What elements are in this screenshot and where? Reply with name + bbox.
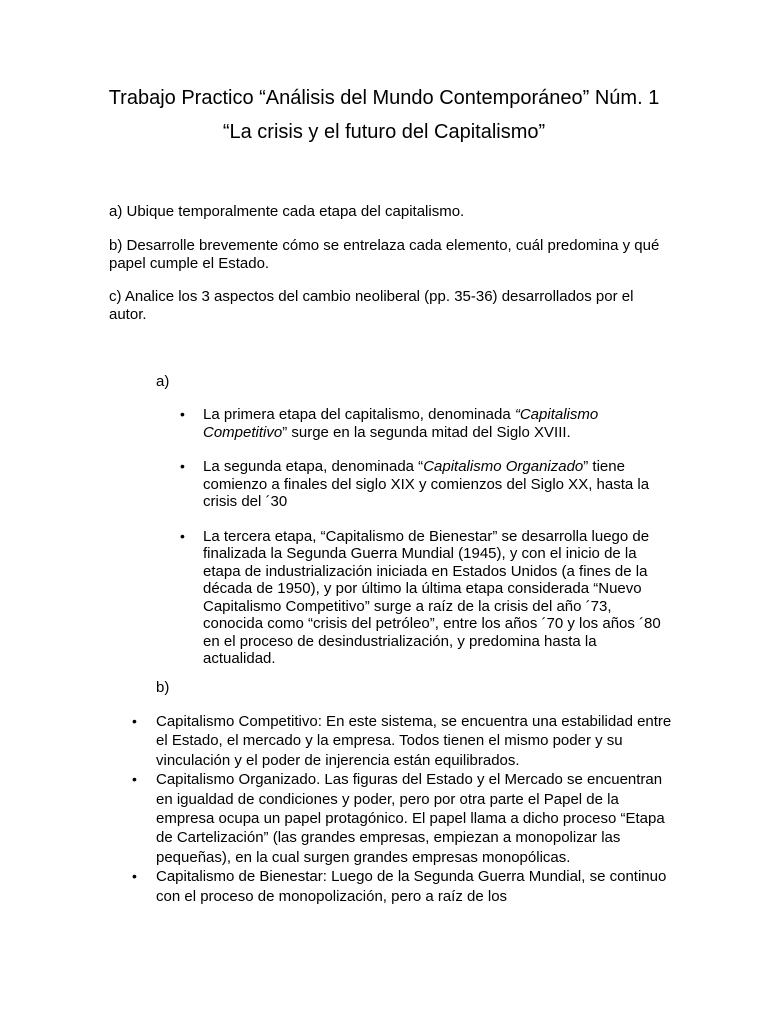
item-text: Capitalismo Organizado. Las figuras del Estado y el Mercado se encuentran en igualdad de condiciones y poder, pero por otra parte el Papel de la empresa ocupa un papel protagónico. El papel llama a dicho proceso “Etapa de Cartelización” (las grandes empresas, empiezan a monopolizar las pequeñas), en la cual surgen grandes empresas monopólicas. [156, 771, 665, 866]
document-subtitle: “La crisis y el futuro del Capitalismo” [222, 121, 546, 143]
list-item [132, 867, 677, 906]
answer-b-label: b) [156, 679, 170, 696]
item-text-post: ” surge en la segunda mitad del Siglo XVIII. [282, 423, 571, 441]
bullet-icon: • [132, 868, 137, 885]
bullet-icon: • [180, 406, 185, 422]
list-item [132, 770, 677, 867]
question-c: c) Analice los 3 aspectos del cambio neoliberal (pp. 35-36) desarrollados por el autor. [109, 288, 634, 323]
list-item [180, 458, 665, 511]
answer-a-list [180, 406, 665, 668]
bullet-icon: • [132, 771, 137, 788]
question-b: b) Desarrolle brevemente cómo se entrelaza cada elemento, cuál predomina y qué papel cumple el Estado. [109, 237, 660, 272]
question-a: a) Ubique temporalmente cada etapa del capitalismo. [109, 203, 465, 220]
document-title: Trabajo Practico “Análisis del Mundo Contemporáneo” Núm. 1 [108, 87, 660, 109]
list-item [180, 528, 665, 668]
list-item [132, 712, 677, 770]
item-text: Capitalismo de Bienestar: Luego de la Segunda Guerra Mundial, se continuo con el proceso de monopolización, pero a raíz de los [156, 868, 667, 905]
bullet-icon: • [180, 527, 185, 544]
list-item [180, 406, 665, 441]
answer-a-label: a) [156, 373, 170, 390]
answer-b-list [132, 712, 677, 906]
item-text-emphasis: Capitalismo Organizado [423, 458, 584, 475]
item-text-post: ” tiene comienzo a finales del siglo XIX y comienzos del Siglo XX, hasta la crisis del ´30 [203, 458, 650, 510]
item-text: La tercera etapa, “Capitalismo de Bienestar” se desarrolla luego de finalizada la Segunda Guerra Mundial (1945), y con el inicio de la etapa de industrialización iniciada en Estados Unidos (a fines de la década de 1950), y por último la última etapa considerada “Nuevo Capitalismo Competitivo” surge a raíz de la crisis del año ´73, conocida como “crisis del petróleo”, entre los años ´70 y los años ´80 en el proceso de desindustrialización, y predomina hasta la actualidad. [203, 527, 661, 667]
item-text-emphasis: “Capitalismo Competitivo [203, 406, 599, 441]
bullet-icon: • [132, 713, 137, 729]
item-text-pre: La segunda etapa, denominada “ [203, 458, 424, 475]
item-text-pre: La primera etapa del capitalismo, denominada [203, 406, 515, 423]
item-text: Capitalismo Competitivo: En este sistema, se encuentra una estabilidad entre el Estado, el mercado y la empresa. Todos tienen el mismo poder y su vinculación y el poder de injerencia están equilibrados. [156, 713, 672, 769]
bullet-icon: • [180, 458, 185, 474]
